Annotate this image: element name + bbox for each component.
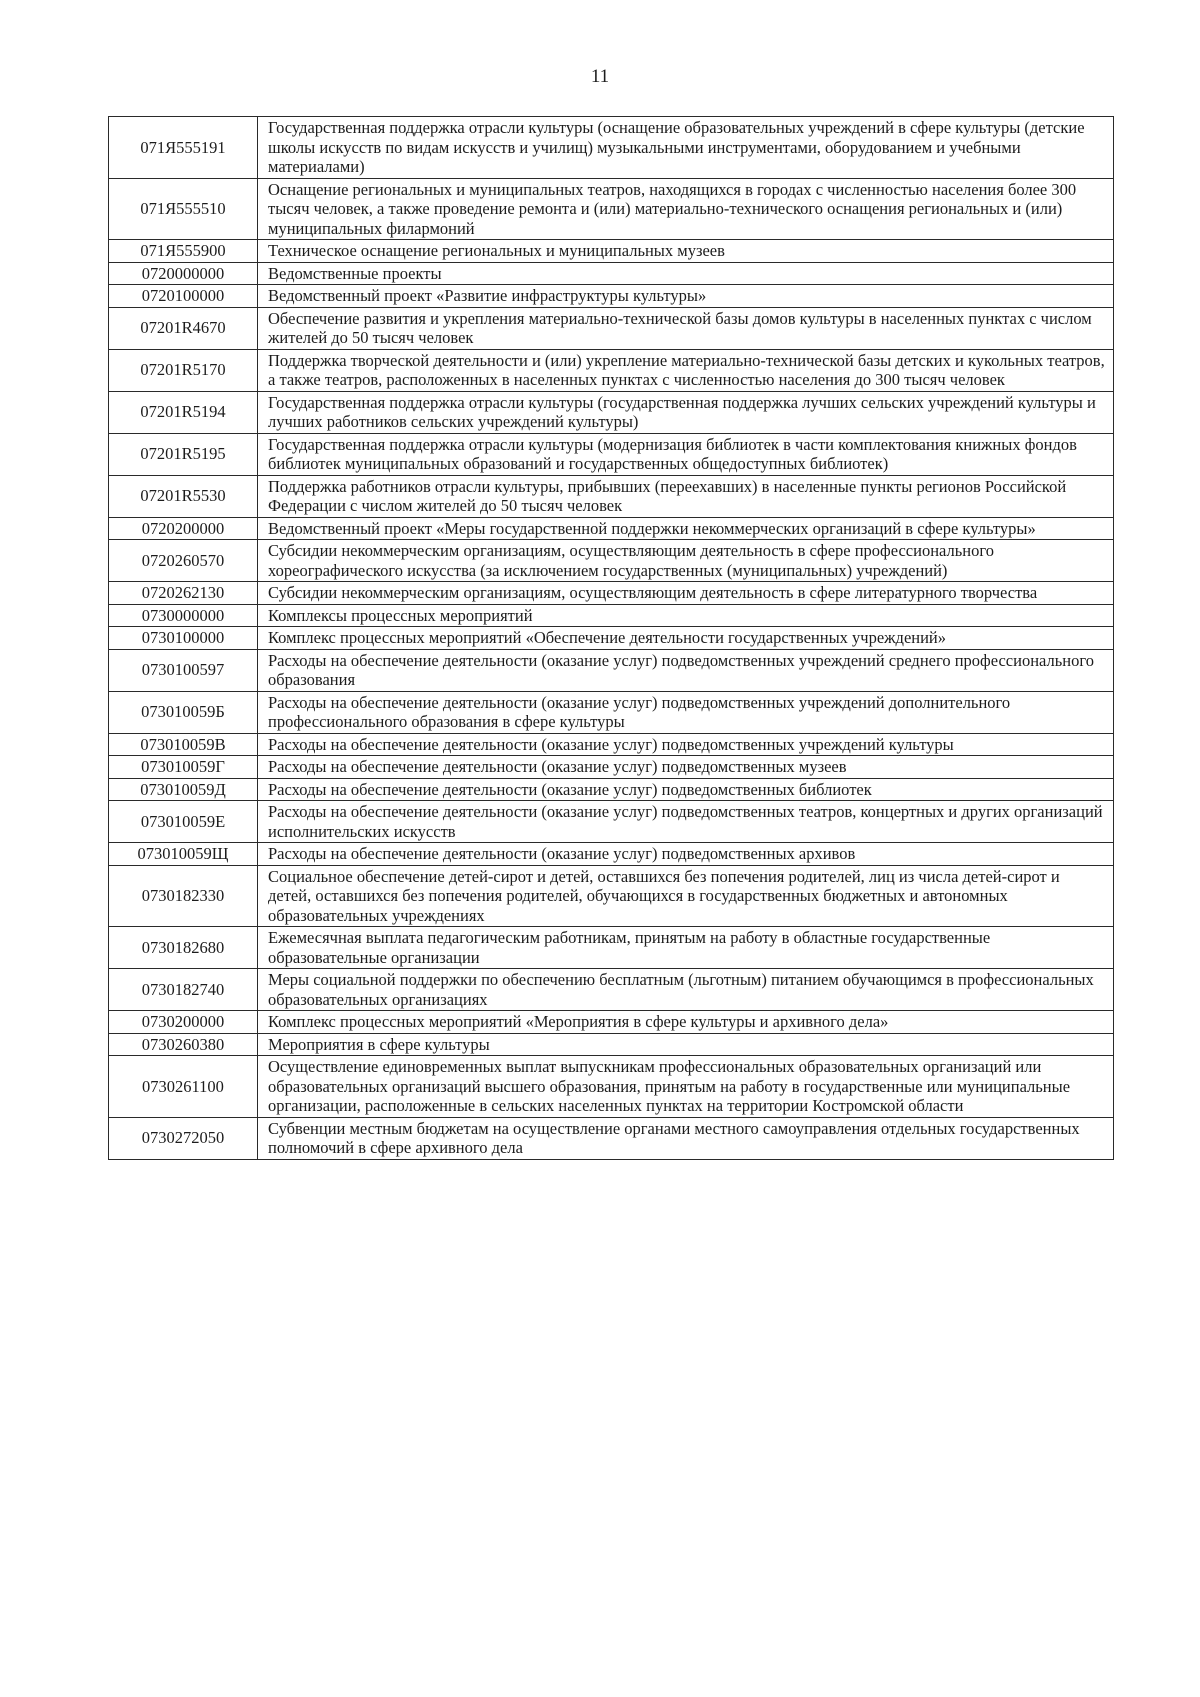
table-row xyxy=(109,475,1114,517)
row-description: Комплекс процессных мероприятий «Мероприятия в сфере культуры и архивного дела» xyxy=(258,1011,1114,1034)
table-row xyxy=(109,307,1114,349)
table-row xyxy=(109,865,1114,927)
table-row xyxy=(109,391,1114,433)
row-description: Расходы на обеспечение деятельности (оказание услуг) подведомственных театров, концертных и других организаций исполнительских искусств xyxy=(258,801,1114,843)
table-row xyxy=(109,540,1114,582)
row-description: Мероприятия в сфере культуры xyxy=(258,1033,1114,1056)
row-code: 0730200000 xyxy=(109,1011,258,1034)
row-description: Расходы на обеспечение деятельности (оказание услуг) подведомственных учреждений среднего профессионального образования xyxy=(258,649,1114,691)
row-code: 0730182680 xyxy=(109,927,258,969)
table-row xyxy=(109,1117,1114,1159)
row-code: 073010059Е xyxy=(109,801,258,843)
table-row xyxy=(109,117,1114,179)
row-code: 0730100597 xyxy=(109,649,258,691)
row-description: Государственная поддержка отрасли культуры (оснащение образовательных учреждений в сфере культуры (детские школы искусств по видам искусств и училищ) музыкальными инструментами, оборудованием и учебными материалами) xyxy=(258,117,1114,179)
table-row xyxy=(109,778,1114,801)
row-description: Меры социальной поддержки по обеспечению бесплатным (льготным) питанием обучающимся в профессиональных образовательных организациях xyxy=(258,969,1114,1011)
table-row xyxy=(109,756,1114,779)
row-code: 0720100000 xyxy=(109,285,258,308)
row-description: Субсидии некоммерческим организациям, осуществляющим деятельность в сфере литературного творчества xyxy=(258,582,1114,605)
table-row xyxy=(109,582,1114,605)
table-row xyxy=(109,691,1114,733)
row-description: Государственная поддержка отрасли культуры (государственная поддержка лучших сельских учреждений культуры и лучших работников сельских учреждений культуры) xyxy=(258,391,1114,433)
row-description: Поддержка работников отрасли культуры, прибывших (переехавших) в населенные пункты регионов Российской Федерации с числом жителей до 50 тысяч человек xyxy=(258,475,1114,517)
row-description: Ведомственный проект «Меры государственной поддержки некоммерческих организаций в сфере культуры» xyxy=(258,517,1114,540)
row-description: Техническое оснащение региональных и муниципальных музеев xyxy=(258,240,1114,263)
table-row xyxy=(109,969,1114,1011)
budget-codes-table xyxy=(108,116,1114,1160)
row-code: 07201R5194 xyxy=(109,391,258,433)
table-row xyxy=(109,349,1114,391)
row-code: 0730272050 xyxy=(109,1117,258,1159)
table-row xyxy=(109,649,1114,691)
row-code: 073010059В xyxy=(109,733,258,756)
row-description: Осуществление единовременных выплат выпускникам профессиональных образовательных организаций или образовательных организаций высшего образования, принятым на работу в государственные или муниципальные организации, расположенные в сельских населенных пунктах на территории Костромской области xyxy=(258,1056,1114,1118)
row-description: Расходы на обеспечение деятельности (оказание услуг) подведомственных архивов xyxy=(258,843,1114,866)
row-code: 0730261100 xyxy=(109,1056,258,1118)
row-description: Комплекс процессных мероприятий «Обеспечение деятельности государственных учреждений» xyxy=(258,627,1114,650)
table-row xyxy=(109,285,1114,308)
row-description: Обеспечение развития и укрепления материально-технической базы домов культуры в населенных пунктах с числом жителей до 50 тысяч человек xyxy=(258,307,1114,349)
table-row xyxy=(109,1033,1114,1056)
table-row xyxy=(109,1011,1114,1034)
row-description: Комплексы процессных мероприятий xyxy=(258,604,1114,627)
row-description: Расходы на обеспечение деятельности (оказание услуг) подведомственных библиотек xyxy=(258,778,1114,801)
table-row xyxy=(109,178,1114,240)
row-code: 0720000000 xyxy=(109,262,258,285)
row-description: Субвенции местным бюджетам на осуществление органами местного самоуправления отдельных государственных полномочий в сфере архивного дела xyxy=(258,1117,1114,1159)
row-description: Расходы на обеспечение деятельности (оказание услуг) подведомственных музеев xyxy=(258,756,1114,779)
row-code: 0730182330 xyxy=(109,865,258,927)
row-code: 07201R5195 xyxy=(109,433,258,475)
table-row xyxy=(109,240,1114,263)
row-code: 071Я555510 xyxy=(109,178,258,240)
row-description: Государственная поддержка отрасли культуры (модернизация библиотек в части комплектования книжных фондов библиотек муниципальных образований и государственных общедоступных библиотек) xyxy=(258,433,1114,475)
table-row xyxy=(109,433,1114,475)
table-body xyxy=(109,117,1114,1160)
row-code: 0730100000 xyxy=(109,627,258,650)
row-code: 071Я555900 xyxy=(109,240,258,263)
row-code: 07201R4670 xyxy=(109,307,258,349)
row-description: Поддержка творческой деятельности и (или) укрепление материально-технической базы детских и кукольных театров, а также театров, расположенных в населенных пунктах с численностью населения до 300 тысяч человек xyxy=(258,349,1114,391)
table-row xyxy=(109,843,1114,866)
row-code: 073010059Г xyxy=(109,756,258,779)
row-description: Оснащение региональных и муниципальных театров, находящихся в городах с численностью населения более 300 тысяч человек, а также проведение ремонта и (или) материально-технического оснащения региональных и (или) муниципальных филармоний xyxy=(258,178,1114,240)
row-description: Расходы на обеспечение деятельности (оказание услуг) подведомственных учреждений культуры xyxy=(258,733,1114,756)
row-description: Ведомственный проект «Развитие инфраструктуры культуры» xyxy=(258,285,1114,308)
row-code: 073010059Д xyxy=(109,778,258,801)
row-code: 0730182740 xyxy=(109,969,258,1011)
page-number: 11 xyxy=(590,66,610,87)
row-code: 073010059Б xyxy=(109,691,258,733)
row-code: 071Я555191 xyxy=(109,117,258,179)
table-row xyxy=(109,927,1114,969)
table-row xyxy=(109,262,1114,285)
table-row xyxy=(109,517,1114,540)
table-row xyxy=(109,1056,1114,1118)
row-code: 0730260380 xyxy=(109,1033,258,1056)
row-code: 0720200000 xyxy=(109,517,258,540)
row-code: 073010059Щ xyxy=(109,843,258,866)
table-row xyxy=(109,733,1114,756)
row-code: 0720262130 xyxy=(109,582,258,605)
row-description: Ведомственные проекты xyxy=(258,262,1114,285)
row-description: Субсидии некоммерческим организациям, осуществляющим деятельность в сфере профессионального хореографического искусства (за исключением государственных (муниципальных) учреждений) xyxy=(258,540,1114,582)
table-row xyxy=(109,604,1114,627)
row-description: Ежемесячная выплата педагогическим работникам, принятым на работу в областные государственные образовательные организации xyxy=(258,927,1114,969)
row-code: 07201R5530 xyxy=(109,475,258,517)
table-row xyxy=(109,627,1114,650)
row-description: Расходы на обеспечение деятельности (оказание услуг) подведомственных учреждений дополнительного профессионального образования в сфере культуры xyxy=(258,691,1114,733)
table-row xyxy=(109,801,1114,843)
row-code: 07201R5170 xyxy=(109,349,258,391)
row-code: 0730000000 xyxy=(109,604,258,627)
row-description: Социальное обеспечение детей-сирот и детей, оставшихся без попечения родителей, лиц из числа детей-сирот и детей, оставшихся без попечения родителей, обучающихся в государственных бюджетных и автономных образовательных учреждениях xyxy=(258,865,1114,927)
row-code: 0720260570 xyxy=(109,540,258,582)
